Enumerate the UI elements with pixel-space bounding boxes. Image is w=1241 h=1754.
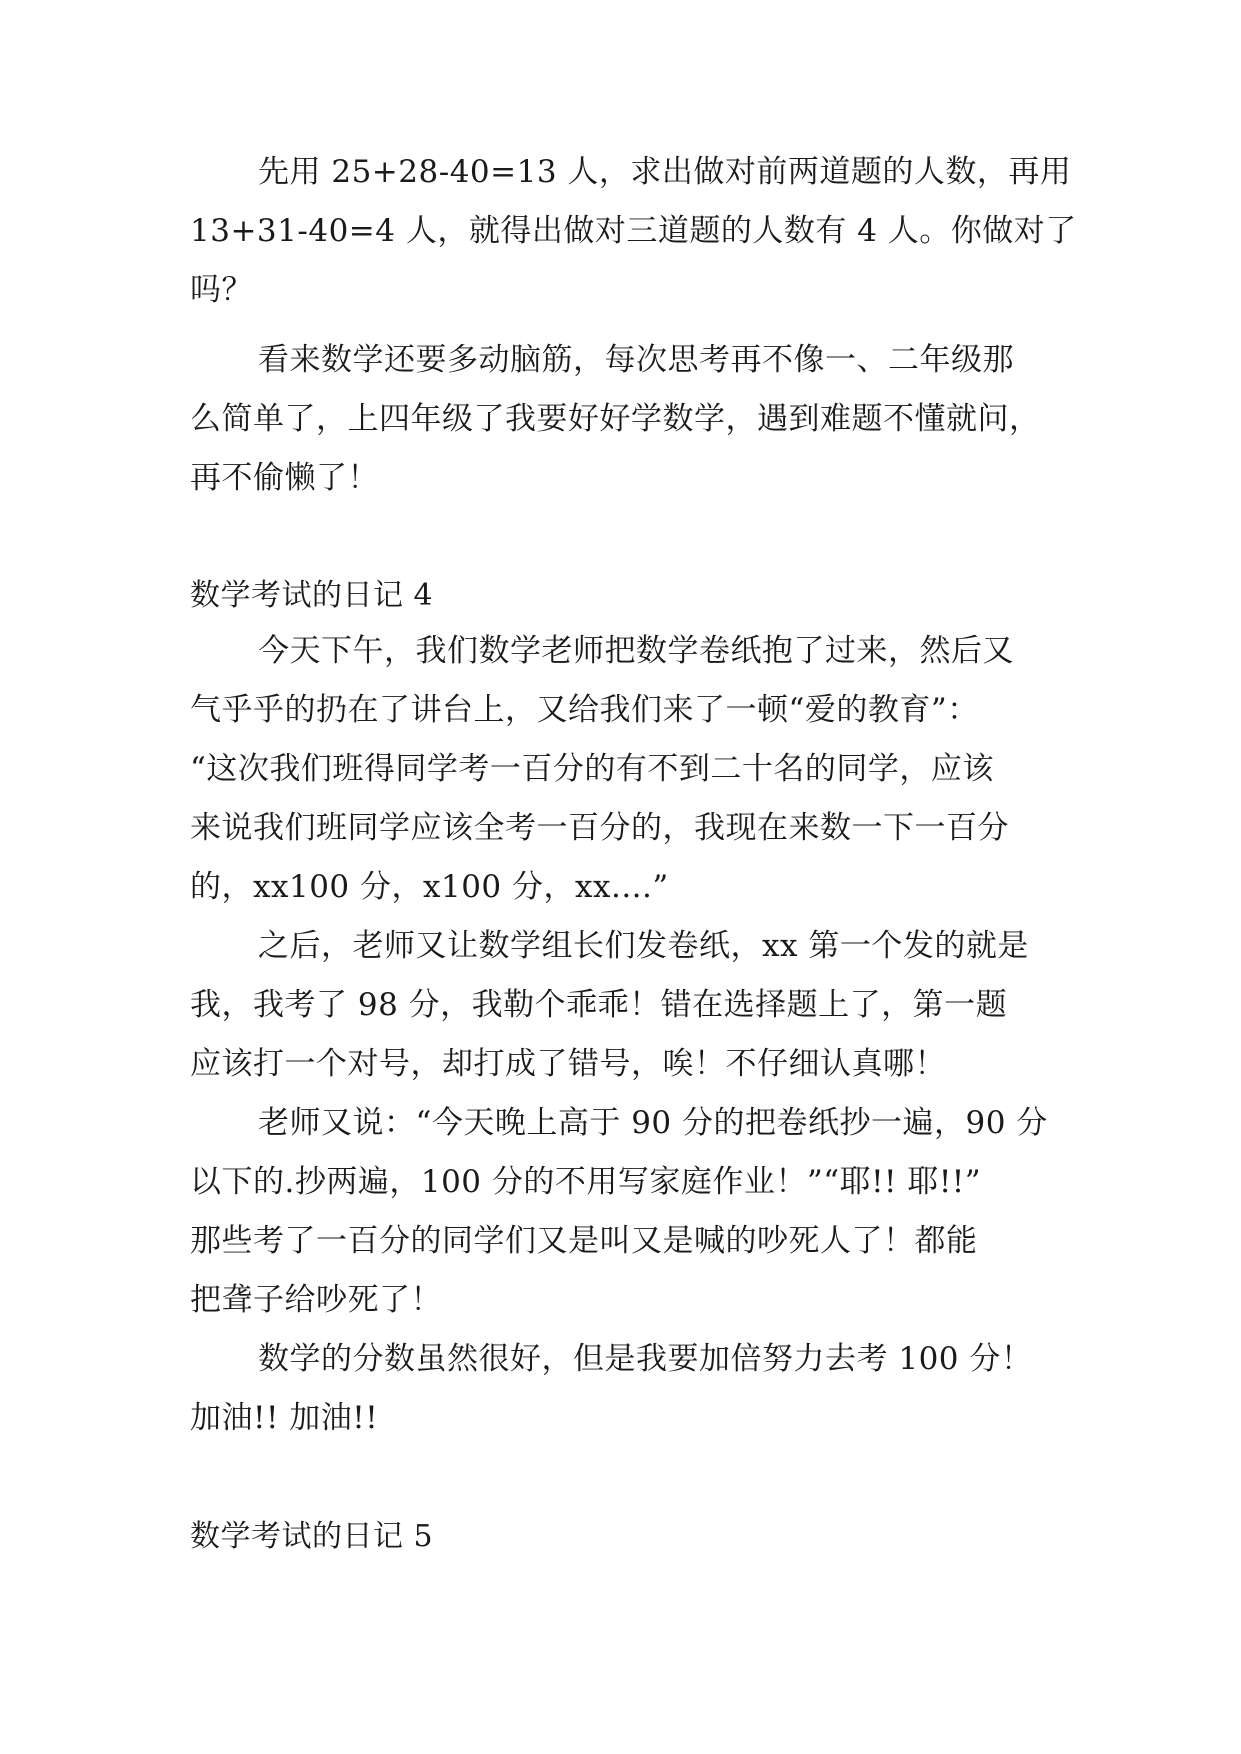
paragraph-line: 那些考了一百分的同学们又是叫又是喊的吵死人了！都能 (190, 1223, 978, 1259)
paragraph-line: 把聋子给吵死了！ (190, 1282, 442, 1318)
paragraph-line: 应该打一个对号，却打成了错号，唉！不仔细认真哪！ (190, 1046, 946, 1082)
paragraph-line: 的，xx100 分，x100 分，xx....” (190, 869, 669, 905)
paragraph-line: 数学的分数虽然很好，但是我要加倍努力去考 100 分！ (258, 1341, 1033, 1377)
paragraph-line: 吗？ (190, 272, 253, 308)
paragraph-line: 先用 25+28-40=13 人，求出做对前两道题的人数，再用 (258, 154, 1072, 190)
paragraph-line: 气乎乎的扔在了讲台上，又给我们来了一顿“爱的教育”： (190, 692, 979, 728)
paragraph-line: 今天下午，我们数学老师把数学卷纸抱了过来，然后又 (258, 633, 1014, 669)
paragraph-line: 再不偷懒了！ (190, 460, 379, 496)
paragraph-line: 我，我考了 98 分，我勒个乖乖！错在选择题上了，第一题 (190, 987, 1008, 1023)
paragraph-line: 么简单了，上四年级了我要好好学数学，遇到难题不懂就问， (190, 401, 1041, 437)
paragraph-line: 老师又说：“今天晚上高于 90 分的把卷纸抄一遍，90 分 (258, 1105, 1048, 1141)
paragraph-line: 来说我们班同学应该全考一百分的，我现在来数一下一百分 (190, 810, 1009, 846)
paragraph-line: 看来数学还要多动脑筋，每次思考再不像一、二年级那 (258, 342, 1014, 378)
paragraph-line: 之后，老师又让数学组长们发卷纸，xx 第一个发的就是 (258, 928, 1029, 964)
section-title: 数学考试的日记 5 (190, 1519, 434, 1554)
paragraph-line: 13+31-40=4 人，就得出做对三道题的人数有 4 人。你做对了 (190, 213, 1077, 249)
paragraph-line: “这次我们班得同学考一百分的有不到二十名的同学，应该 (190, 751, 994, 787)
paragraph-line: 加油!! 加油!! (190, 1400, 379, 1436)
section-title: 数学考试的日记 4 (190, 578, 434, 613)
paragraph-line: 以下的.抄两遍，100 分的不用写家庭作业！”“耶!! 耶!!” (190, 1164, 982, 1200)
